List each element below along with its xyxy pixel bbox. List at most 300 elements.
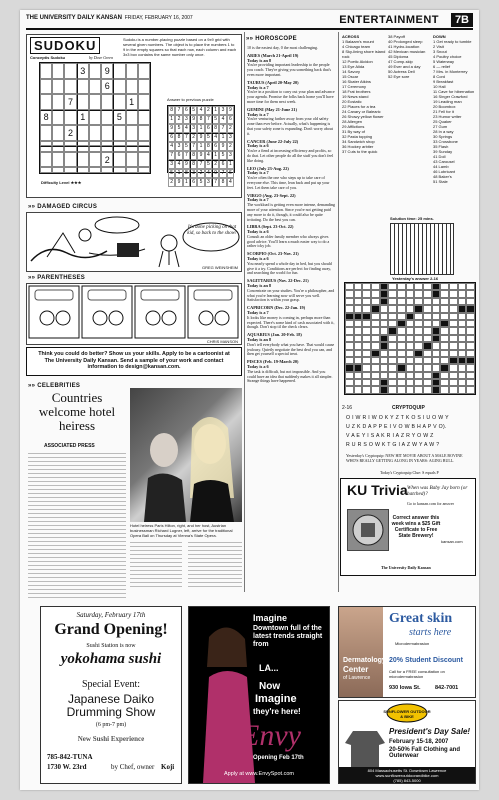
clue: 1 Balaam's mount [342, 39, 374, 44]
crossword-cell [466, 313, 475, 320]
crossword-cell [354, 335, 363, 342]
horoscope-entry [247, 333, 335, 357]
crossword-cell [466, 320, 475, 327]
crossword-cell [345, 320, 354, 327]
answer-cell: 5 [205, 160, 212, 169]
clue: 20 Boombox [433, 104, 456, 109]
crossword-cell [354, 320, 363, 327]
clue: 41 Doll [433, 154, 446, 159]
ku-trivia-box [340, 478, 476, 576]
sudoku-title: SUDOKU [30, 37, 100, 54]
clue: 34 Sandwich shop [342, 139, 375, 144]
crossword-cell [397, 386, 406, 393]
trivia-logo: The University Daily Kansan [381, 565, 431, 570]
crossword-cell [406, 364, 415, 371]
clue: 44 Lamb [433, 164, 449, 169]
sushi-ad[interactable] [40, 606, 182, 784]
sudoku-cell [138, 94, 150, 110]
horoscope-entry [247, 167, 335, 191]
crossword-cell [449, 283, 458, 290]
sign-text: You're venturing farther away from your old safety zone than ever before. Actually, what's happening is that your safety zone is expanding. Don't worry about it. [247, 116, 333, 136]
crossword-cell [362, 298, 371, 305]
sudoku-cell [126, 152, 138, 168]
crossword-cell [397, 313, 406, 320]
crossword-cell [345, 386, 354, 393]
yesterday-answer-grid [390, 223, 454, 275]
answer-cell: 8 [183, 169, 190, 178]
answer-cell: 4 [197, 106, 204, 115]
answer-cell: 1 [227, 160, 234, 169]
answer-cell: 6 [168, 133, 175, 142]
sudoku-cell [89, 125, 101, 141]
sign-rating: Today is an 8 [247, 337, 272, 343]
crossword-cell [354, 342, 363, 349]
crossword-cell [397, 298, 406, 305]
crossword-cell [466, 350, 475, 357]
answer-cell: 1 [197, 124, 204, 133]
crossword-cell [414, 305, 423, 312]
trivia-url[interactable]: kansan.com [441, 539, 463, 544]
envy-imagine-1: Imagine [253, 613, 288, 623]
crossword-cell [414, 379, 423, 386]
clue: 17 Ceremony [342, 84, 367, 89]
answer-cell: 7 [183, 151, 190, 160]
damaged-circus-comic [26, 212, 242, 272]
crossword-cell [371, 335, 380, 342]
crossword-cell [371, 327, 380, 334]
crossword-cell [362, 364, 371, 371]
trivia-prize: Correct answer this week wins a $25 Gift Certificate to Free State Brewery! [391, 515, 441, 539]
crossword-cell [397, 350, 406, 357]
answer-cell: 6 [190, 178, 197, 187]
sign-text: Don't tell everybody what you have. That would cause jealousy. Quietly negotiate the best deal you can, and then get yourself a special treat. [247, 341, 335, 357]
comic-speech: It's done picking on that kid, so back to the show! [187, 225, 237, 236]
sudoku-cell: 9 [101, 63, 113, 79]
crossword-cell [397, 327, 406, 334]
across-clues-2 [388, 34, 432, 217]
answer-cell: 1 [168, 115, 175, 124]
sign-text: The task is difficult, but not impossible. And you could have an idea that suddenly makes it all simpler. Strange things have happened. [247, 368, 333, 384]
crossword-cell [440, 386, 449, 393]
crossword-cell [449, 313, 458, 320]
crossword-cell [362, 305, 371, 312]
sunflower-url[interactable]: www.sunfloweroutdoorandbike.com [375, 773, 439, 778]
across-list [342, 39, 386, 154]
answer-cell: 3 [227, 133, 234, 142]
crossword-cell [388, 320, 397, 327]
answer-cell: 4 [183, 124, 190, 133]
sushi-time: (6 pm-7 pm) [95, 722, 127, 728]
cryptoquip-date: 2-16 [342, 405, 353, 411]
sign-name: AQUARIUS (Jan. 20-Feb. 18) [247, 332, 302, 338]
answer-label: Answer to previous puzzle [167, 97, 214, 102]
clue: 4 Chicago team [342, 44, 371, 49]
answer-cell: 9 [190, 115, 197, 124]
answer-cell: 3 [205, 178, 212, 187]
clue: 28 In a way [433, 129, 454, 134]
crossword-cell [397, 364, 406, 371]
answer-cell: 9 [197, 133, 204, 142]
crossword-cell [414, 342, 423, 349]
crossword-cell [362, 283, 371, 290]
sunflower-title: President's Day Sale! [389, 727, 471, 736]
crossword-cell [466, 283, 475, 290]
parentheses-label: »» PARENTHESES [28, 275, 86, 281]
clue: 13 Eye Alida [342, 64, 365, 69]
answer-cell: 2 [212, 160, 219, 169]
sudoku-cell [126, 167, 138, 173]
sudoku-cell: 2 [101, 152, 113, 168]
sign-rating: Today is a 7 [247, 84, 269, 90]
crossword-cell [466, 357, 475, 364]
across-list-2 [388, 34, 432, 79]
crossword-cell [354, 305, 363, 312]
crossword-cell [449, 305, 458, 312]
answer-cell: 1 [175, 169, 182, 178]
envy-url[interactable]: Apply at www.EnvySpot.com [223, 771, 294, 777]
solution-time: Solution time: 25 mins. [390, 216, 434, 221]
answer-cell: 5 [168, 169, 175, 178]
crossword-cell [380, 335, 389, 342]
clue: 8 Sky-lining shore island rock [342, 49, 386, 59]
crossword-cell [458, 298, 467, 305]
derm-discount: 20% Student Discount [389, 657, 463, 664]
horoscope-entry [247, 54, 335, 78]
crossword-cell [345, 342, 354, 349]
clue: 29 Afflictions [342, 124, 365, 129]
crossword-cell [362, 327, 371, 334]
down-clues [433, 34, 475, 249]
sunflower-addr: 804 Massachusetts St. Downtown Lawrence [367, 768, 447, 773]
trivia-question: When was Baby Jay born (or hatched)? [407, 485, 468, 498]
clue: 5 Waterway [433, 59, 454, 64]
answer-cell: 7 [168, 151, 175, 160]
envy-theyre-here: they're here! [253, 707, 301, 716]
crossword-cell [466, 290, 475, 297]
trivia-hint: Go to kansan.com for answer [407, 501, 454, 506]
envy-ad[interactable] [188, 606, 330, 784]
clue: 35 Flash [433, 144, 449, 149]
crossword-cell [354, 283, 363, 290]
derm-call: Call for a FREE consultation on microdermabrasion [389, 669, 445, 679]
sudoku-panel [26, 34, 242, 198]
answer-cell: 9 [227, 106, 234, 115]
clue: 18 Frat brothers [342, 89, 371, 94]
crossword-cell [432, 364, 441, 371]
sudoku-cell [77, 125, 89, 141]
derm-head1: Great skin [389, 611, 453, 626]
answer-cell: 5 [212, 115, 219, 124]
clue: 14 Savory [342, 69, 361, 74]
crossword-cell [466, 372, 475, 379]
crossword-cell [414, 283, 423, 290]
clue: 10 Hall [433, 84, 446, 89]
clue: 37 Cuts to the quick [342, 149, 378, 154]
sudoku-cell [89, 110, 101, 126]
answer-cell: 2 [175, 115, 182, 124]
answer-cell: 8 [190, 151, 197, 160]
crossword-cell [345, 290, 354, 297]
crossword-cell [449, 298, 458, 305]
crossword-cell [397, 290, 406, 297]
sushi-chef: by Chef, owner [111, 763, 155, 771]
envy-la: LA... [259, 663, 279, 673]
crossword-cell [466, 342, 475, 349]
crossword-cell [388, 298, 397, 305]
crossword-cell [380, 379, 389, 386]
crossword-cell [388, 313, 397, 320]
sushi-date: Saturday, February 17th [76, 611, 146, 619]
crossword-cell [371, 386, 380, 393]
crossword-cell [354, 379, 363, 386]
clue: 16 Singer Crawford [433, 94, 468, 99]
derm-head2: starts here [409, 627, 452, 638]
clue: 4 Poultry choice [433, 54, 462, 59]
clue: 49 Ever and a day [388, 64, 421, 69]
crossword-cell [345, 350, 354, 357]
celebrity-story-col2 [130, 542, 182, 590]
answer-cell: 7 [183, 133, 190, 142]
answer-cell: 8 [197, 115, 204, 124]
sudoku-cell [77, 94, 89, 110]
sudoku-cell [113, 167, 125, 173]
sudoku-cell [40, 79, 52, 95]
answer-cell: 8 [190, 160, 197, 169]
crossword-cell [432, 342, 441, 349]
crossword-cell [354, 386, 363, 393]
column-rule [244, 32, 245, 592]
clue: 20 Ecstatic [342, 99, 362, 104]
crossword-cell [371, 342, 380, 349]
crossword-cell [354, 357, 363, 364]
answer-cell: 1 [183, 178, 190, 187]
answer-cell: 3 [227, 151, 234, 160]
sushi-event: Japanese Daiko Drumming Show [66, 692, 156, 719]
sudoku-cell [89, 94, 101, 110]
answer-cell: 8 [175, 133, 182, 142]
horoscope-entry [247, 279, 335, 303]
crossword-cell [414, 298, 423, 305]
sudoku-cell [52, 63, 64, 79]
crossword-cell [423, 386, 432, 393]
crossword-cell [371, 372, 380, 379]
crossword-cell [466, 386, 475, 393]
sign-name: VIRGO (Aug. 23-Sept. 22) [247, 192, 296, 198]
clue: 31 By way of [342, 129, 365, 134]
crossword-cell [380, 298, 389, 305]
derm-phone: 842-7001 [435, 685, 459, 691]
answer-cell: 2 [205, 106, 212, 115]
sign-name: LIBRA (Sept. 23-Oct. 22) [247, 224, 294, 230]
comic-panels [27, 284, 241, 344]
clue: 15 Oscar [342, 74, 359, 79]
answer-cell: 1 [212, 106, 219, 115]
answer-cell: 3 [183, 115, 190, 124]
answer-cell: 1 [197, 142, 204, 151]
crossword-cell [371, 283, 380, 290]
answer-cell: 7 [190, 142, 197, 151]
sudoku-difficulty: Difficulty Level ★★★ [41, 180, 82, 185]
answer-cell: 2 [197, 169, 204, 178]
crossword-cell [388, 379, 397, 386]
answer-cell: 9 [212, 169, 219, 178]
answer-cell: 6 [227, 115, 234, 124]
sudoku-cell [126, 79, 138, 95]
sign-name: SCORPIO (Oct. 23-Nov. 21) [247, 251, 299, 257]
crossword-cell [432, 305, 441, 312]
answer-cell: 4 [175, 160, 182, 169]
sudoku-cell [89, 63, 101, 79]
horoscope-entry [247, 194, 335, 223]
crossword-cell [466, 379, 475, 386]
sudoku-cell: 5 [113, 110, 125, 126]
sign-rating: Today is a 7 [247, 111, 269, 117]
answer-cell: 4 [219, 115, 226, 124]
sign-rating: Today is a 6 [247, 256, 269, 262]
crossword-cell [440, 290, 449, 297]
across-label: ACROSS [342, 34, 360, 39]
crossword-cell [440, 298, 449, 305]
sign-name: CAPRICORN (Dec. 22-Jan. 19) [247, 305, 306, 311]
clue: 51 Stale [433, 179, 448, 184]
answer-cell: 5 [183, 142, 190, 151]
crossword-cell [458, 335, 467, 342]
horoscope-entry [247, 360, 335, 384]
sudoku-cell [40, 63, 52, 79]
crossword-cell [345, 298, 354, 305]
answer-cell: 4 [168, 142, 175, 151]
answer-cell: 3 [175, 142, 182, 151]
sudoku-cell [77, 167, 89, 173]
crossword-cell [449, 327, 458, 334]
clue: 33 Crossbone [433, 139, 458, 144]
down-list [433, 39, 475, 184]
clue: 19 News stand [342, 94, 369, 99]
crossword-cell [388, 386, 397, 393]
clue: 38 Payoff [388, 34, 405, 39]
answer-cell: 5 [190, 106, 197, 115]
sign-name: TAURUS (April 20-May 20) [247, 79, 299, 85]
crossword-cell [414, 320, 423, 327]
crossword-cell [362, 379, 371, 386]
crossword-cell [371, 298, 380, 305]
clue: 19 Leading man [433, 99, 462, 104]
sudoku-cell [101, 94, 113, 110]
sushi-chefname: Koji [161, 763, 175, 771]
crossword-cell [414, 386, 423, 393]
crossword-cell [449, 386, 458, 393]
crossword-cell [432, 335, 441, 342]
crossword-cell [406, 327, 415, 334]
crossword-cell [388, 283, 397, 290]
crossword-cell [458, 290, 467, 297]
derm-photo [339, 607, 383, 697]
crossword-cell [406, 335, 415, 342]
clue: 27 Gum [433, 124, 448, 129]
jacket-icon [343, 725, 387, 769]
answer-cell: 8 [205, 142, 212, 151]
crossword-cell [388, 327, 397, 334]
section-title: ENTERTAINMENT [339, 14, 439, 26]
crossword-cell [397, 357, 406, 364]
crossword-cell [345, 335, 354, 342]
sunflower-ad[interactable] [338, 700, 476, 784]
down-label: DOWN [433, 34, 446, 39]
dermatology-ad[interactable] [338, 606, 476, 698]
clue: 22 Places for a tea [342, 104, 376, 109]
crossword-cell [345, 283, 354, 290]
answer-cell: 7 [175, 106, 182, 115]
crossword-cell [371, 357, 380, 364]
answer-cell: 6 [219, 160, 226, 169]
crossword-cell [397, 372, 406, 379]
clue: 26 Showy yellow flower [342, 114, 384, 119]
sudoku-cell [138, 63, 150, 79]
celebrity-source: ASSOCIATED PRESS [44, 443, 95, 449]
free-state-logo [347, 509, 389, 551]
damaged-circus-label: »» DAMAGED CIRCUS [28, 204, 98, 210]
sign-text: It looks like money is coming in, perhaps more than expected. There's some kind of cash associated with it, though. Don't stop til the check clears. [247, 314, 335, 330]
sudoku-cell [113, 125, 125, 141]
answer-cell: 4 [205, 151, 212, 160]
crossword-cell [388, 342, 397, 349]
horoscope-intro: 10 is the easiest day, 0 the most challenging. [247, 46, 319, 50]
column-rule-2 [338, 32, 339, 592]
answer-cell: 7 [219, 169, 226, 178]
crossword-cell [354, 350, 363, 357]
sudoku-intro: Sudoku is a number-placing puzzle based on a 9x9 grid with several given numbers. The object is to place the numbers 1 to 9 in the empty squares so that each row, each column and each 3x3 box contains the same number only once. [123, 37, 237, 57]
sign-rating: Today is a 7 [247, 310, 269, 316]
crossword-cell [371, 320, 380, 327]
sign-rating: Today is a 7 [247, 197, 269, 203]
answer-cell: 8 [168, 106, 175, 115]
crossword-cell [458, 320, 467, 327]
crossword-cell [432, 320, 441, 327]
answer-cell: 7 [212, 178, 219, 187]
sudoku-cell [138, 110, 150, 126]
crossword-cell [432, 313, 441, 320]
sudoku-cell: 1 [77, 110, 89, 126]
clue: 8 Cord [433, 74, 446, 79]
answer-cell: 9 [168, 124, 175, 133]
sudoku-cell [89, 167, 101, 173]
envy-brand: Envy [241, 719, 301, 752]
clue: 6 — relief [433, 64, 451, 69]
horoscope-label: »» HOROSCOPE [246, 36, 297, 42]
crossword-cell [354, 313, 363, 320]
sudoku-cell [138, 79, 150, 95]
clue: 30 Springs [433, 134, 453, 139]
answer-cell: 2 [190, 133, 197, 142]
crossword-cell [406, 386, 415, 393]
answer-cell: 3 [190, 124, 197, 133]
answer-cell: 6 [175, 151, 182, 160]
sign-text: You're providing important leadership to the people you coach. They're giving you something back that's even more important. [247, 62, 332, 77]
clue: 41 Hydro-location [388, 44, 420, 49]
crossword-cell [458, 372, 467, 379]
sudoku-cell: 1 [126, 94, 138, 110]
crossword-cell [423, 335, 432, 342]
crossword-cell [406, 372, 415, 379]
clue: 52 Eye sore [388, 74, 410, 79]
crossword-cell [414, 357, 423, 364]
clue: 46 Lubricant [433, 169, 456, 174]
crossword-cell [440, 357, 449, 364]
answer-cell: 8 [219, 178, 226, 187]
cryptoquip-line: R U R S O W K T G I A Z W Y A W ? [346, 442, 440, 448]
answer-cell: 7 [219, 124, 226, 133]
sudoku-cell [40, 152, 52, 168]
